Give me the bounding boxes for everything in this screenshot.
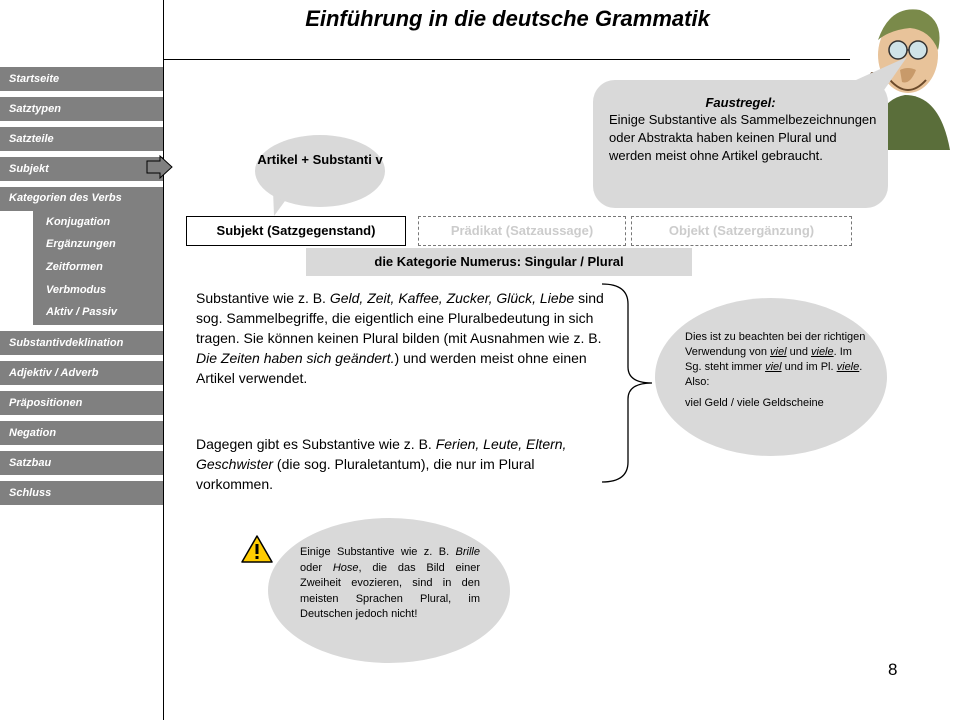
paragraph-sammelbegriffe: Substantive wie z. B. Geld, Zeit, Kaffee, Zucker, Glück, Liebe sind sog. Sammelbegriffe, die eigentlich eine Pluralbedeutung in sich tragen. Sie können keinen Plural bilden (mit Ausnahmen wie z. B. Die Zeiten haben sich geändert.) und werden meist ohne einen Artikel verwendet.: [196, 290, 604, 386]
nav-startseite[interactable]: Startseite: [0, 67, 163, 91]
note-example: viel Geld / viele Geldscheine: [685, 397, 824, 409]
warning-icon: [240, 534, 274, 564]
nav-satzbau[interactable]: Satzbau: [0, 451, 163, 475]
nav-sub-aktiv-passiv[interactable]: Aktiv / Passiv: [46, 306, 117, 318]
nav-subjekt[interactable]: Subjekt: [0, 157, 163, 181]
faustregel-body: Einige Substantive als Sammelbezeichnungen oder Abstrakta haben keinen Plural und werden meist ohne Artikel gebraucht.: [609, 112, 877, 163]
faustregel-title: Faustregel:: [705, 95, 776, 110]
curly-brace: [600, 282, 660, 484]
nav-sub-ergaenzungen[interactable]: Ergänzungen: [46, 238, 116, 250]
nav-satztypen[interactable]: Satztypen: [0, 97, 163, 121]
header-divider: [163, 59, 851, 60]
nav-satzteile[interactable]: Satzteile: [0, 127, 163, 151]
warning-text: Einige Substantive wie z. B. Brille oder Hose, die das Bild einer Zweiheit evozieren, sind in den meisten Sprachen Plural, im Deutschen jedoch nicht!: [300, 546, 481, 620]
tab-objekt[interactable]: Objekt (Satzergänzung): [631, 216, 852, 246]
nav-praepositionen[interactable]: Präpositionen: [0, 391, 163, 415]
note-viel-viele: Dies ist zu beachten bei der richtigen Verwendung von viel und viele. Im Sg. steht immer viel und im Pl. viele. Also: viel Geld / viele Geldscheine: [685, 331, 866, 409]
tab-subjekt[interactable]: Subjekt (Satzgegenstand): [186, 216, 406, 246]
numerus-header: die Kategorie Numerus: Singular / Plural: [306, 248, 692, 276]
nav-sub-zeitformen[interactable]: Zeitformen: [46, 261, 103, 273]
paragraph-pluraletantum: Dagegen gibt es Substantive wie z. B. Ferien, Leute, Eltern, Geschwister (die sog. Pluraletantum), die nur im Plural vorkommen.: [196, 436, 567, 492]
nav-kategorien-group: [0, 187, 163, 325]
nav-kategorien-des-verbs[interactable]: Kategorien des Verbs: [9, 192, 122, 204]
submenu-indent: [0, 211, 33, 325]
nav-sub-konjugation[interactable]: Konjugation: [46, 216, 111, 228]
nav-sub-verbmodus[interactable]: Verbmodus: [46, 284, 107, 296]
tab-praedikat[interactable]: Prädikat (Satzaussage): [418, 216, 626, 246]
artikel-bubble: [255, 135, 385, 207]
nav-adjektiv-adverb[interactable]: Adjektiv / Adverb: [0, 361, 163, 385]
page-title: Einführung in die deutsche Grammatik: [305, 6, 710, 31]
nav-schluss[interactable]: Schluss: [0, 481, 163, 505]
vertical-divider: [163, 0, 164, 720]
current-page-arrow-icon: [146, 155, 174, 179]
nav-negation[interactable]: Negation: [0, 421, 163, 445]
page-number: 8: [888, 660, 898, 679]
artikel-bubble-text: Artikel + Substanti v: [257, 152, 383, 167]
nav-substantivdeklination[interactable]: Substantivdeklination: [0, 331, 163, 355]
